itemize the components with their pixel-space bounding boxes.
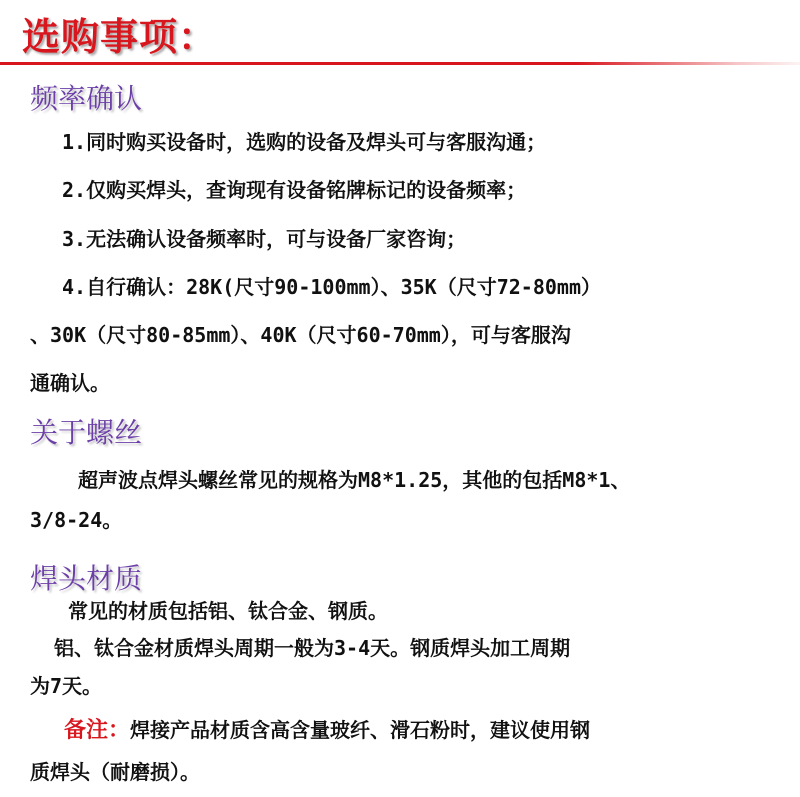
screw-line-1: 超声波点焊头螺丝常见的规格为M8*1.25，其他的包括M8*1、 bbox=[78, 468, 631, 492]
title-divider bbox=[0, 62, 800, 65]
frequency-item-3: 3.无法确认设备频率时，可与设备厂家咨询； bbox=[62, 227, 467, 251]
note-line-1 bbox=[64, 716, 590, 745]
frequency-item-4-cont-1: 、30K（尺寸80-85mm）、40K（尺寸60-70mm），可与客服沟 bbox=[30, 323, 571, 347]
material-line-3: 为7天。 bbox=[30, 674, 103, 698]
material-heading: 焊头材质 bbox=[30, 562, 143, 595]
note-line-2: 质焊头（耐磨损）。 bbox=[30, 760, 200, 784]
note-text-1: 焊接产品材质含高含量玻纤、滑石粉时，建议使用钢 bbox=[130, 718, 591, 742]
material-line-2: 铝、钛合金材质焊头周期一般为3-4天。钢质焊头加工周期 bbox=[54, 636, 571, 660]
note-label: 备注： bbox=[64, 718, 131, 743]
screw-heading: 关于螺丝 bbox=[30, 416, 143, 449]
frequency-item-4: 4.自行确认：28K(尺寸90-100mm）、35K（尺寸72-80mm） bbox=[62, 275, 601, 299]
frequency-item-4-cont-2: 通确认。 bbox=[30, 371, 110, 395]
material-line-1: 常见的材质包括铝、钛合金、钢质。 bbox=[68, 599, 388, 623]
page-title: 选购事项： bbox=[22, 14, 218, 59]
frequency-item-1: 1.同时购买设备时，选购的设备及焊头可与客服沟通； bbox=[62, 130, 547, 154]
frequency-heading: 频率确认 bbox=[30, 82, 143, 115]
screw-line-2: 3/8-24。 bbox=[30, 508, 123, 532]
frequency-item-2: 2.仅购买焊头，查询现有设备铭牌标记的设备频率； bbox=[62, 178, 527, 202]
